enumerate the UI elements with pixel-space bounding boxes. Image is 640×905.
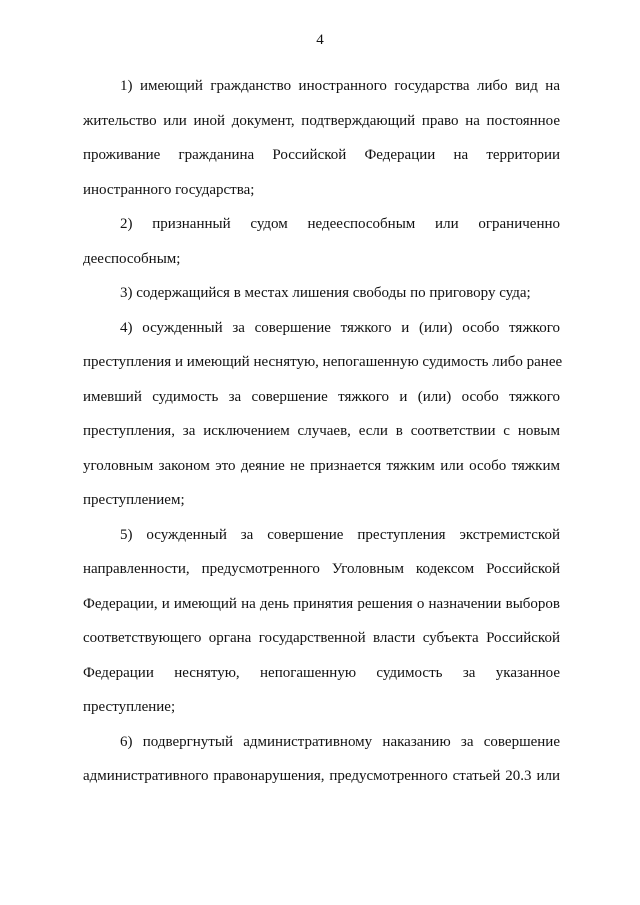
text-line: преступления, за исключением случаев, если в соответствии с новым — [83, 423, 560, 439]
page-number: 4 — [316, 32, 324, 48]
text-line: преступлением; — [83, 492, 185, 508]
paragraph-item-4 — [83, 311, 563, 518]
text-line: имевший судимость за совершение тяжкого и (или) особо тяжкого — [83, 388, 560, 405]
text-line: жительство или иной документ, подтверждающий право на постоянное — [83, 112, 560, 129]
text-line: проживание гражданина Российской Федерации на территории — [83, 147, 560, 163]
text-line: 3) содержащийся в местах лишения свободы по приговору суда; — [120, 285, 531, 301]
paragraph-item-6 — [83, 725, 560, 794]
text-line: соответствующего органа государственной власти субъекта Российской — [83, 630, 560, 646]
text-line: иностранного государства; — [83, 181, 255, 198]
text-line: 6) подвергнутый административному наказанию за совершение — [120, 733, 560, 750]
text-line: уголовным законом это деяние не признается тяжким или особо тяжким — [83, 457, 560, 474]
text-line: дееспособным; — [83, 250, 181, 267]
paragraph-item-2 — [83, 207, 560, 276]
text-line: 1) имеющий гражданство иностранного государства либо вид на — [120, 78, 560, 94]
text-line: административного правонарушения, предусмотренного статьей 20.3 или — [83, 768, 560, 784]
text-line: направленности, предусмотренного Уголовным кодексом Российской — [83, 561, 560, 577]
text-line: 5) осужденный за совершение преступления экстремистской — [120, 526, 560, 543]
text-line: Федерации неснятую, непогашенную судимость за указанное — [83, 664, 560, 681]
paragraph-item-3 — [83, 276, 560, 311]
document-body — [83, 69, 563, 794]
paragraph-item-5 — [83, 518, 560, 725]
text-line: преступление; — [83, 699, 176, 715]
text-line: 4) осужденный за совершение тяжкого и (или) особо тяжкого — [120, 319, 560, 336]
text-line: 2) признанный судом недееспособным или ограниченно — [120, 216, 560, 232]
text-line: преступления и имеющий неснятую, непогашенную судимость либо ранее — [83, 354, 563, 370]
paragraph-item-1 — [83, 69, 560, 207]
text-line: Федерации, и имеющий на день принятия решения о назначении выборов — [83, 595, 560, 612]
